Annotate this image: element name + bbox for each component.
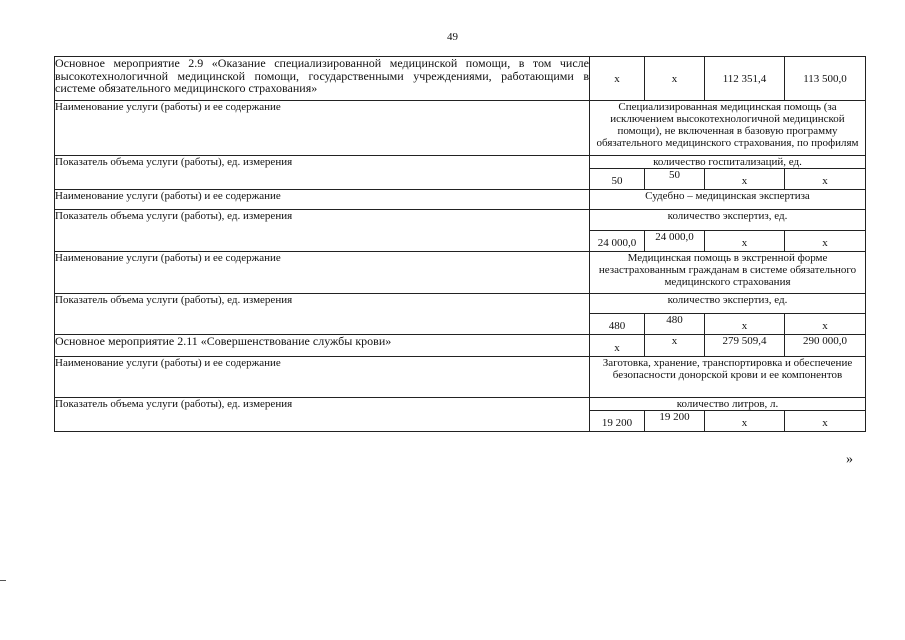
volume-indicator-label: Показатель объема услуги (работы), ед. измерения [55, 398, 590, 432]
value-cell: 112 351,4 [705, 57, 785, 101]
service-name-row [55, 190, 866, 210]
value-cell: х [785, 411, 866, 432]
service-name-label: Наименование услуги (работы) и ее содержание [55, 357, 590, 398]
activity-title-2-9: Основное мероприятие 2.9 «Оказание специализированной медицинской помощи, в том числе высокотехнологичной медицинской помощи, государственными учреждениями, работающими в системе обязательного медицинского страхования» [55, 57, 590, 101]
value-cell: х [705, 231, 785, 252]
value-cell: х [785, 169, 866, 190]
value-cell: 24 000,0 [590, 231, 645, 252]
value-cell: х [645, 57, 705, 101]
value-cell: 24 000,0 [645, 231, 705, 252]
activity-row-2-9 [55, 57, 866, 101]
value-cell: 113 500,0 [785, 57, 866, 101]
value-cell: 19 200 [645, 411, 705, 432]
volume-indicator-row [55, 398, 866, 411]
service-name-value: Медицинская помощь в экстренной форме незастрахованным гражданам в системе обязательного медицинского страхования [590, 252, 866, 294]
scan-edge-mark [0, 580, 6, 581]
activity-title-2-11: Основное мероприятие 2.11 «Совершенствование службы крови» [55, 335, 590, 357]
closing-quote-mark: » [846, 452, 853, 467]
service-name-value: Судебно – медицинская экспертиза [590, 190, 866, 210]
value-cell: х [590, 335, 645, 357]
service-name-value: Специализированная медицинская помощь (за исключением высокотехнологичной медицинской помощи), не включенная в базовую программу обязательного медицинского страхования, по профилям [590, 101, 866, 156]
service-name-label: Наименование услуги (работы) и ее содержание [55, 252, 590, 294]
activity-row-2-11 [55, 335, 866, 357]
value-cell: х [590, 57, 645, 101]
volume-indicator-row [55, 156, 866, 169]
value-cell: х [645, 335, 705, 357]
page-number: 49 [447, 31, 458, 43]
value-cell: 480 [590, 314, 645, 335]
service-name-label: Наименование услуги (работы) и ее содержание [55, 101, 590, 156]
volume-indicator-label: Показатель объема услуги (работы), ед. измерения [55, 294, 590, 335]
value-cell: 290 000,0 [785, 335, 866, 357]
volume-unit: количество экспертиз, ед. [590, 210, 866, 231]
value-cell: х [705, 314, 785, 335]
value-cell: 19 200 [590, 411, 645, 432]
service-name-row [55, 252, 866, 294]
value-cell: 279 509,4 [705, 335, 785, 357]
volume-unit: количество литров, л. [590, 398, 866, 411]
volume-unit: количество госпитализаций, ед. [590, 156, 866, 169]
volume-indicator-row [55, 210, 866, 231]
volume-indicator-label: Показатель объема услуги (работы), ед. измерения [55, 210, 590, 252]
value-cell: 50 [590, 169, 645, 190]
value-cell: 480 [645, 314, 705, 335]
value-cell: 50 [645, 169, 705, 190]
service-name-label: Наименование услуги (работы) и ее содержание [55, 190, 590, 210]
services-table [54, 56, 866, 432]
value-cell: х [785, 231, 866, 252]
volume-indicator-label: Показатель объема услуги (работы), ед. измерения [55, 156, 590, 190]
value-cell: х [785, 314, 866, 335]
service-name-value: Заготовка, хранение, транспортировка и обеспечение безопасности донорской крови и ее компонентов [590, 357, 866, 398]
volume-unit: количество экспертиз, ед. [590, 294, 866, 314]
value-cell: х [705, 169, 785, 190]
volume-indicator-row [55, 294, 866, 314]
service-name-row [55, 357, 866, 398]
value-cell: х [705, 411, 785, 432]
service-name-row [55, 101, 866, 156]
